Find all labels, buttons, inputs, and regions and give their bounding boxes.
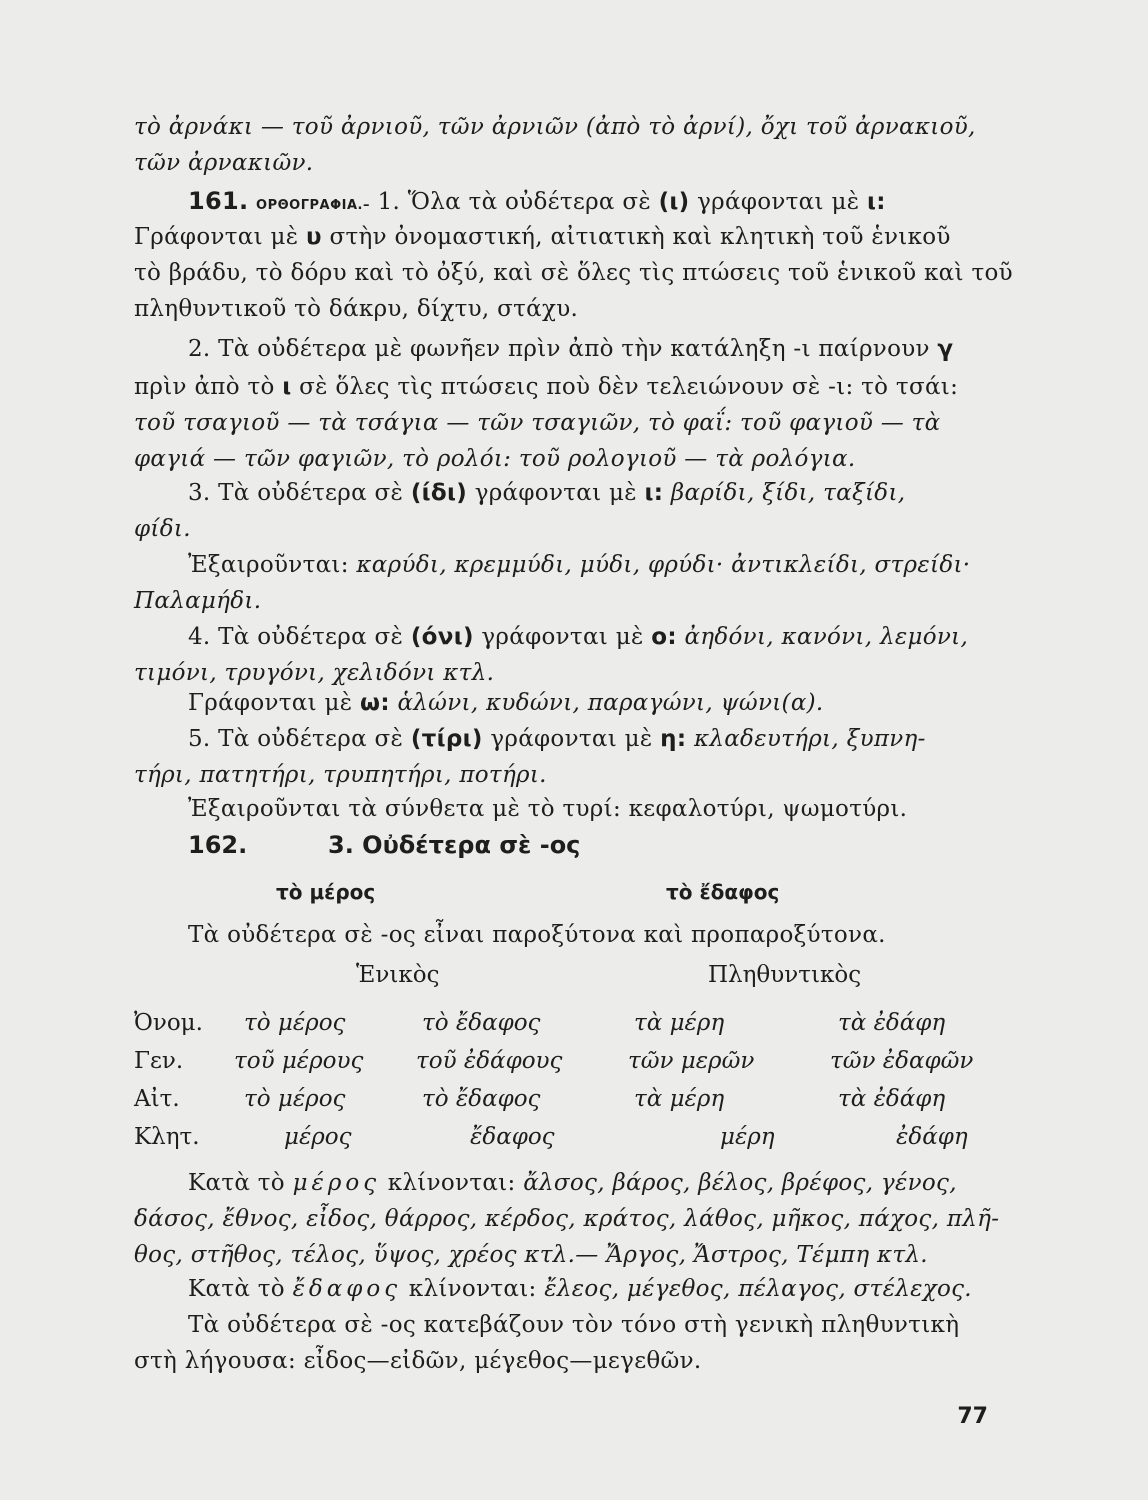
text-line: δάσος, ἔθνος, εἶδος, θάρρος, κέρδος, κράτος, λάθος, μῆκος, πάχος, πλῆ- xyxy=(134,1206,1000,1232)
text-line: φίδι. xyxy=(134,516,191,542)
text-line: θος, στῆθος, τέλος, ὕψος, χρέος κτλ.— Ἄργος, Ἄστρος, Τέμπη κτλ. xyxy=(134,1242,928,1268)
text-line: φαγιά — τῶν φαγιῶν, τὸ ρολόι: τοῦ ρολογιοῦ — τὰ ρολόγια. xyxy=(134,446,856,472)
table-cell: τοῦ μέρους xyxy=(234,1048,364,1074)
table-cell: ἔδαφος xyxy=(470,1124,555,1150)
table-cell: τοῦ ἐδάφους xyxy=(416,1048,563,1074)
case-label: Κλητ. xyxy=(134,1124,200,1150)
column-header-singular: Ἑνικὸς xyxy=(356,962,440,988)
paradigm-label: τὸ μέρος xyxy=(276,880,376,904)
table-cell: τὸ ἔδαφος xyxy=(422,1010,541,1036)
table-row xyxy=(134,1010,994,1048)
text-line: τοῦ τσαγιοῦ — τὰ τσάγια — τῶν τσαγιῶν, τὸ φαΐ: τοῦ φαγιοῦ — τὰ xyxy=(134,410,941,436)
text-line: Παλαμήδι. xyxy=(134,588,262,614)
column-header-plural: Πληθυντικὸς xyxy=(708,962,862,988)
text-line: Τὰ οὐδέτερα σὲ -ος κατεβάζουν τὸν τόνο στὴ γενικὴ πληθυντικὴ xyxy=(188,1312,960,1338)
table-cell: τὸ μέρος xyxy=(244,1086,346,1112)
section-161-heading: 161. ΟΡΘΟΓΡΑΦΙΑ.– 1. Ὅλα τὰ οὐδέτερα σὲ (ι) γράφονται μὲ ι: xyxy=(188,187,886,215)
text-line: πληθυντικοῦ τὸ δάκρυ, δίχτυ, στάχυ. xyxy=(134,296,579,322)
text-line: 5. Τὰ οὐδέτερα σὲ (τίρι) γράφονται μὲ η: κλαδευτήρι, ξυπνη- xyxy=(188,726,926,752)
text-line: τήρι, πατητήρι, τρυπητήρι, ποτήρι. xyxy=(134,762,547,788)
table-cell: τὰ ἐδάφη xyxy=(838,1010,946,1036)
text-line: τὸ ἀρνάκι — τοῦ ἀρνιοῦ, τῶν ἀρνιῶν (ἀπὸ τὸ ἀρνί), ὄχι τοῦ ἀρνακιοῦ, xyxy=(134,114,976,140)
text-line: πρὶν ἀπὸ τὸ ι σὲ ὅλες τὶς πτώσεις ποὺ δὲν τελειώνουν σὲ -ι: τὸ τσάι: xyxy=(134,374,959,400)
table-cell: μέρη xyxy=(720,1124,775,1150)
text-line: τῶν ἀρνακιῶν. xyxy=(134,150,314,176)
table-cell: τὸ μέρος xyxy=(244,1010,346,1036)
page-number: 77 xyxy=(957,1404,988,1429)
paradigm-label: τὸ ἔδαφος xyxy=(666,880,780,904)
text-line: τὸ βράδυ, τὸ δόρυ καὶ τὸ ὀξύ, καὶ σὲ ὅλες τὶς πτώσεις τοῦ ἑνικοῦ καὶ τοῦ xyxy=(134,260,1013,286)
text-line: 2. Τὰ οὐδέτερα μὲ φωνῆεν πρὶν ἀπὸ τὴν κατάληξη -ι παίρνουν γ xyxy=(188,336,954,362)
declension-table xyxy=(134,1010,994,1162)
text-line: στὴ λήγουσα: εἶδος—εἰδῶν, μέγεθος—μεγεθῶν. xyxy=(134,1348,702,1374)
text-line: Κατὰ τὸ ἔδαφος κλίνονται: ἔλεος, μέγεθος, πέλαγος, στέλεχος. xyxy=(188,1276,972,1302)
text-line: τιμόνι, τρυγόνι, χελιδόνι κτλ. xyxy=(134,660,495,686)
section-162-heading: 162. 3. Οὐδέτερα σὲ -ος xyxy=(188,831,581,859)
case-label: Ὀνομ. xyxy=(134,1010,203,1036)
table-row xyxy=(134,1124,994,1162)
table-cell: ἐδάφη xyxy=(896,1124,968,1150)
table-row xyxy=(134,1048,994,1086)
table-cell: μέρος xyxy=(284,1124,352,1150)
table-cell: τὰ μέρη xyxy=(634,1010,725,1036)
table-cell: τῶν ἐδαφῶν xyxy=(830,1048,974,1074)
text-line: 3. Τὰ οὐδέτερα σὲ (ίδι) γράφονται μὲ ι: βαρίδι, ξίδι, ταξίδι, xyxy=(188,480,906,506)
text-line: Ἐξαιροῦνται τὰ σύνθετα μὲ τὸ τυρί: κεφαλοτύρι, ψωμοτύρι. xyxy=(188,796,908,822)
text-line: Κατὰ τὸ μέρος κλίνονται: ἄλσος, βάρος, βέλος, βρέφος, γένος, xyxy=(188,1170,957,1196)
table-cell: τῶν μερῶν xyxy=(628,1048,755,1074)
table-cell: τὰ ἐδάφη xyxy=(838,1086,946,1112)
case-label: Αἰτ. xyxy=(134,1086,180,1112)
text-line: Γράφονται μὲ υ στὴν ὀνομαστική, αἰτιατικὴ καὶ κλητικὴ τοῦ ἑνικοῦ xyxy=(134,224,951,250)
table-cell: τὸ ἔδαφος xyxy=(422,1086,541,1112)
text-line: Ἐξαιροῦνται: καρύδι, κρεμμύδι, μύδι, φρύδι· ἀντικλείδι, στρείδι· xyxy=(188,552,971,578)
table-cell: τὰ μέρη xyxy=(634,1086,725,1112)
table-row xyxy=(134,1086,994,1124)
text-line: Τὰ οὐδέτερα σὲ -ος εἶναι παροξύτονα καὶ προπαροξύτονα. xyxy=(188,922,886,948)
case-label: Γεν. xyxy=(134,1048,184,1074)
text-line: Γράφονται μὲ ω: ἁλώνι, κυδώνι, παραγώνι, ψώνι(α). xyxy=(188,690,824,716)
text-line: 4. Τὰ οὐδέτερα σὲ (όνι) γράφονται μὲ ο: ἀηδόνι, κανόνι, λεμόνι, xyxy=(188,624,969,650)
